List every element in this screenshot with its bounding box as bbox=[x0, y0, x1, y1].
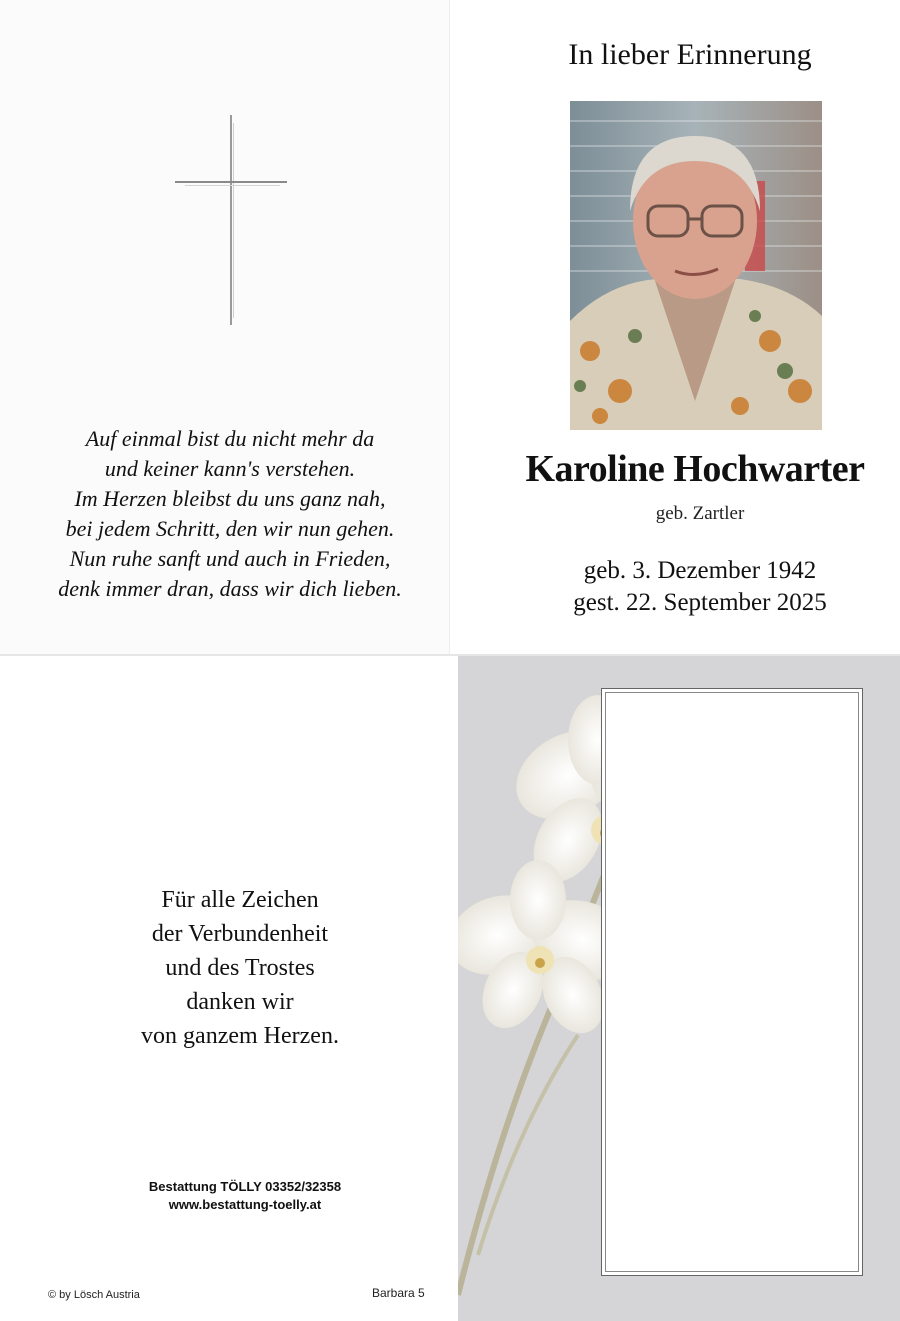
birth-date: geb. 3. Dezember 1942 bbox=[583, 557, 817, 584]
funeral-home-info bbox=[100, 1178, 390, 1214]
funeral-home-website: www.bestattung-toelly.at bbox=[168, 1197, 322, 1212]
cross-icon bbox=[175, 115, 287, 325]
copyright-note: © by Lösch Austria bbox=[48, 1289, 140, 1301]
thanks-line: der Verbundenheit bbox=[151, 921, 329, 947]
fold-line-vertical bbox=[449, 0, 450, 655]
thanks-line: von ganzem Herzen. bbox=[141, 1023, 339, 1049]
poem-line: bei jedem Schritt, den wir nun gehen. bbox=[65, 516, 395, 541]
poem-line: Im Herzen bleibst du uns ganz nah, bbox=[74, 486, 386, 511]
portrait-illustration bbox=[570, 101, 822, 430]
thanks-line: Für alle Zeichen bbox=[161, 887, 319, 913]
poem-line: Nun ruhe sanft und auch in Frieden, bbox=[69, 546, 391, 571]
poem bbox=[20, 424, 440, 604]
orchid-cover bbox=[458, 655, 900, 1321]
poem-line: denk immer dran, dass wir dich lieben. bbox=[58, 576, 402, 601]
poem-line: Auf einmal bist du nicht mehr da bbox=[85, 426, 375, 451]
deceased-name: Karoline Hochwarter bbox=[525, 448, 865, 490]
blank-frame bbox=[601, 688, 863, 1276]
thanks-line: und des Trostes bbox=[165, 955, 315, 981]
funeral-home-name: Bestattung TÖLLY 03352/32358 bbox=[148, 1179, 342, 1194]
portrait-photo bbox=[570, 101, 822, 430]
thanks-text bbox=[60, 883, 420, 1053]
poem-panel bbox=[0, 0, 450, 655]
design-code: Barbara 5 bbox=[372, 1286, 425, 1300]
thanks-line: danken wir bbox=[186, 989, 294, 1015]
maiden-name: geb. Zartler bbox=[655, 503, 745, 524]
poem-line: und keiner kann's verstehen. bbox=[104, 456, 356, 481]
death-date: gest. 22. September 2025 bbox=[573, 589, 827, 616]
life-dates bbox=[520, 555, 880, 619]
fold-line-horizontal bbox=[0, 654, 900, 656]
memorial-heading: In lieber Erinnerung bbox=[568, 38, 812, 71]
